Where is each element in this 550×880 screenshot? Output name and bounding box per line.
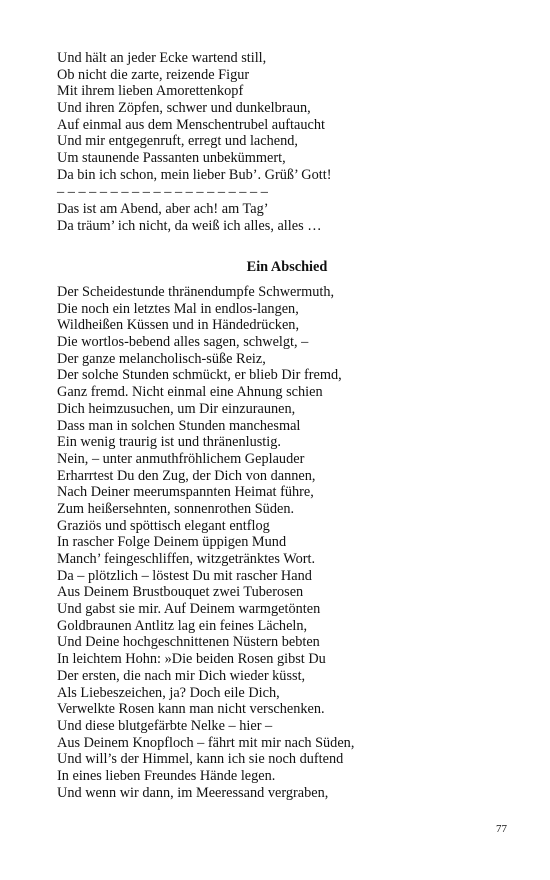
verse-line: Der ganze melancholisch-süße Reiz, <box>57 350 266 367</box>
verse-line: Nein, – unter anmuthfröhlichem Geplauder <box>57 450 305 467</box>
verse-line: Um staunende Passanten unbekümmert, <box>57 150 286 167</box>
verse-line: Graziös und spöttisch elegant entflog <box>57 517 270 534</box>
verse-line: Und diese blutgefärbte Nelke – hier – <box>57 717 273 734</box>
poem-body <box>57 284 527 801</box>
verse-line: Manch’ feingeschliffen, witzgetränktes Wort. <box>57 551 316 567</box>
verse-line: Und will’s der Himmel, kann ich sie noch duftend <box>57 751 344 768</box>
verse-line: Und wenn wir dann, im Meeressand vergraben, <box>57 784 329 801</box>
verse-line: – – – – – – – – – – – – – – – – – – – – <box>57 183 268 200</box>
verse-line: Zum heißersehnten, sonnenrothen Süden. <box>57 500 295 517</box>
verse-line: Da träum’ ich nicht, da weiß ich alles, alles … <box>57 217 322 234</box>
verse-line: Verwelkte Rosen kann man nicht verschenken. <box>57 701 325 718</box>
verse-line: Und mir entgegenruft, erregt und lachend, <box>57 133 298 150</box>
verse-line: Auf einmal aus dem Menschentrubel auftaucht <box>57 116 325 133</box>
verse-line: Ein wenig traurig ist und thränenlustig. <box>57 434 281 451</box>
verse-line: Der Scheidestunde thränendumpfe Schwermuth, <box>57 284 335 300</box>
verse-line: Ganz fremd. Nicht einmal eine Ahnung schien <box>57 384 323 401</box>
verse-line: Erharrtest Du den Zug, der Dich von dannen, <box>57 467 316 484</box>
verse-line: Da bin ich schon, mein lieber Bub’. Grüß’ Gott! <box>57 166 332 183</box>
page-number: 77 <box>496 823 507 835</box>
verse-line: Dich heimzusuchen, um Dir einzuraunen, <box>57 400 296 417</box>
verse-line: Aus Deinem Knopfloch – fährt mit mir nach Süden, <box>57 734 355 751</box>
verse-line: In leichtem Hohn: »Die beiden Rosen gibst Du <box>57 651 326 668</box>
verse-line: Da – plötzlich – löstest Du mit rascher Hand <box>57 567 312 584</box>
verse-line: Aus Deinem Brustbouquet zwei Tuberosen <box>57 584 304 601</box>
verse-line: Als Liebeszeichen, ja? Doch eile Dich, <box>57 684 280 701</box>
verse-line: Dass man in solchen Stunden manchesmal <box>57 417 301 434</box>
verse-line: Und gabst sie mir. Auf Deinem warmgetönten <box>57 601 321 618</box>
verse-line: Die wortlos-bebend alles sagen, schwelgt, – <box>57 334 309 351</box>
stanza-closing <box>57 201 527 234</box>
verse-line: Das ist am Abend, aber ach! am Tag’ <box>57 201 269 217</box>
poem-title: Ein Abschied <box>246 259 328 275</box>
verse-line: Und Deine hochgeschnittenen Nüstern bebten <box>57 634 320 651</box>
verse-line: Der solche Stunden schmückt, er blieb Dir fremd, <box>57 367 342 384</box>
stanza-continuation <box>57 50 527 200</box>
verse-line: Wildheißen Küssen und in Händedrücken, <box>57 317 300 334</box>
verse-line: In eines lieben Freundes Hände legen. <box>57 767 276 784</box>
verse-line: In rascher Folge Deinem üppigen Mund <box>57 534 287 551</box>
verse-line: Die noch ein letztes Mal in endlos-langen, <box>57 300 299 317</box>
verse-line: Und hält an jeder Ecke wartend still, <box>57 50 267 66</box>
verse-line: Und ihren Zöpfen, schwer und dunkelbraun, <box>57 100 311 117</box>
verse-line: Mit ihrem lieben Amorettenkopf <box>57 83 244 100</box>
verse-line: Goldbraunen Antlitz lag ein feines Lächeln, <box>57 617 308 634</box>
verse-line: Nach Deiner meerumspannten Heimat führe, <box>57 484 314 501</box>
verse-line: Ob nicht die zarte, reizende Figur <box>57 66 250 83</box>
verse-line: Der ersten, die nach mir Dich wieder küsst, <box>57 667 306 684</box>
